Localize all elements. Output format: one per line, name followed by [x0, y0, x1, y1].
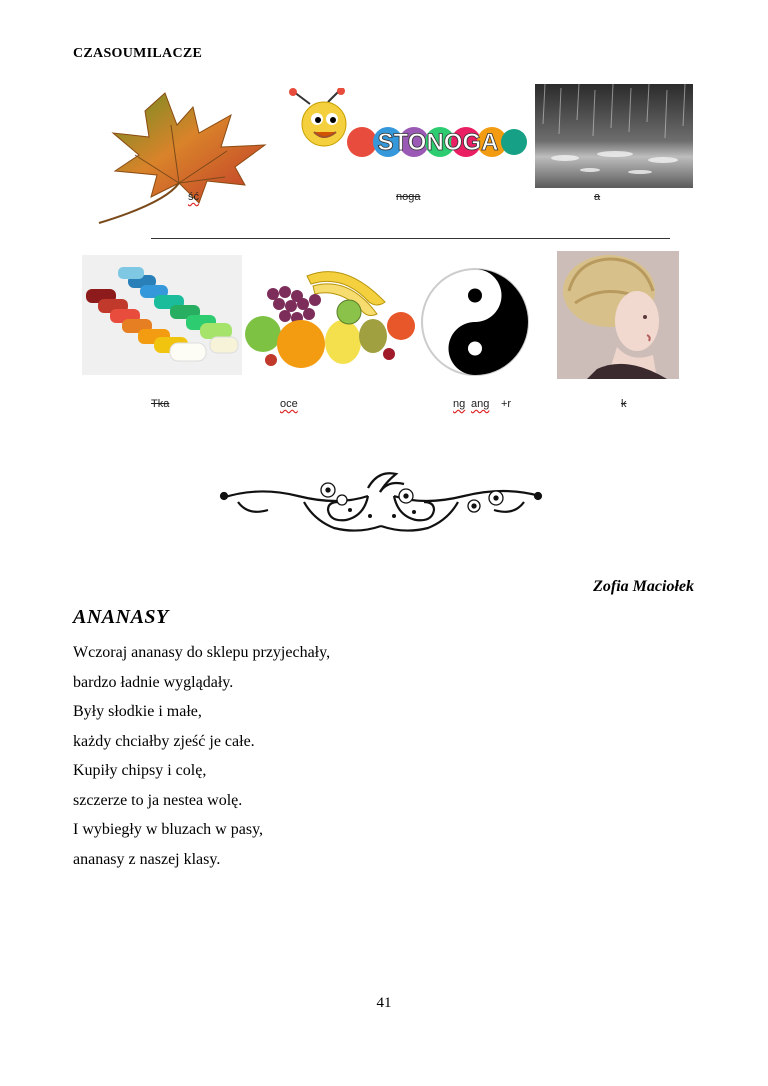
maple-leaf-image — [95, 85, 270, 225]
page-number: 41 — [376, 995, 392, 1011]
poem-line: bardzo ładnie wyglądały. — [73, 673, 234, 691]
poem-line: Były słodkie i małe, — [73, 703, 202, 720]
divider-line — [151, 238, 670, 239]
poem-line: każdy chciałby zjeść je całe. — [73, 732, 255, 750]
poem-body — [73, 638, 330, 874]
stonoga-logo-text: STONOGA — [377, 129, 499, 156]
poem-title: ANANASY — [73, 606, 169, 628]
puzzle-label-yinyang-b: ang — [471, 398, 490, 410]
puzzle-label-leaf: ść — [188, 191, 199, 203]
page-heading: CZASOUMILACZE — [73, 46, 203, 61]
puzzle-label-hair: k — [621, 398, 627, 410]
yin-yang-image — [419, 266, 531, 378]
puzzle-label-stonoga: noga — [396, 191, 421, 203]
floral-divider-image — [218, 466, 544, 546]
puzzle-label-yinyang-a: ng — [453, 398, 466, 410]
poem-line: I wybiegły w bluzach w pasy, — [73, 821, 264, 838]
puzzle-label-threads: Tka — [151, 398, 170, 410]
poem-author: Zofia Maciołek — [593, 578, 694, 595]
poem-line: Kupiły chipsy i colę, — [73, 762, 207, 779]
thread-spools-image — [82, 255, 242, 375]
caterpillar-stonoga-logo — [288, 88, 528, 170]
poem-line: szczerze to ja nestea wolę. — [73, 791, 243, 809]
poem-line: Wczoraj ananasy do sklepu przyjechały, — [73, 644, 331, 661]
puzzle-label-yinyang-c: +r — [501, 398, 512, 410]
poem-line: ananasy z naszej klasy. — [73, 850, 221, 868]
braided-hair-image — [557, 251, 679, 379]
puzzle-label-rain: a — [594, 191, 601, 203]
puzzle-label-fruits: oce — [280, 398, 298, 410]
fruits-image — [245, 262, 417, 374]
rain-image — [535, 84, 693, 188]
